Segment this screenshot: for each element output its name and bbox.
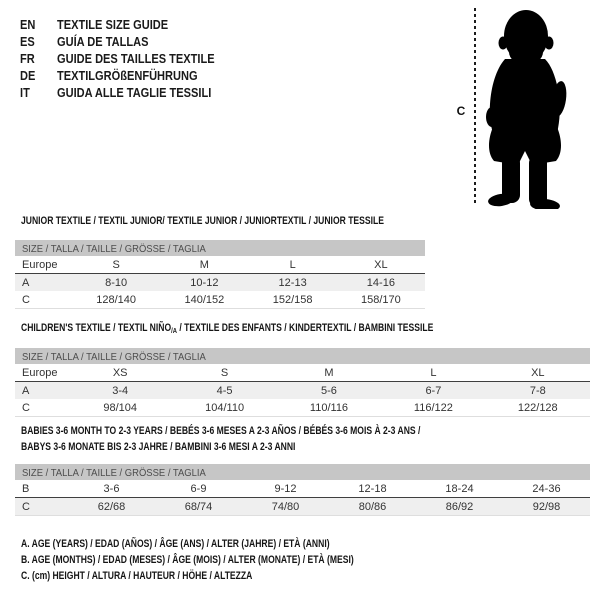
row-label: B bbox=[22, 483, 30, 495]
table-cell: XS bbox=[112, 367, 128, 379]
section-title-line2: BABYS 3-6 MONATE BIS 2-3 JAHRE / BAMBINI 3-6 MESI A 2-3 ANNI bbox=[21, 441, 296, 453]
table-cell: 12-18 bbox=[358, 483, 387, 495]
language-code: DE bbox=[20, 68, 36, 83]
table-cell: 24-36 bbox=[532, 483, 561, 495]
table-cell: XL bbox=[531, 367, 545, 379]
table-row bbox=[15, 365, 590, 382]
table-header-row bbox=[15, 240, 425, 256]
table-cell: 14-16 bbox=[366, 276, 395, 289]
table-cell: 18-24 bbox=[445, 483, 474, 495]
table-cell: 158/170 bbox=[360, 293, 401, 306]
size-header-label: SIZE / TALLA / TAILLE / GRÖSSE / TAGLIA bbox=[22, 467, 206, 479]
table-row bbox=[15, 498, 590, 515]
section-title-children bbox=[21, 320, 433, 337]
language-row-fr bbox=[20, 50, 242, 67]
row-label: C bbox=[22, 293, 30, 306]
table-cell: 62/68 bbox=[97, 500, 126, 513]
language-row-en bbox=[20, 16, 242, 33]
table-cell: 5-6 bbox=[321, 384, 337, 397]
table-cell: 152/158 bbox=[272, 293, 313, 306]
size-header-label: SIZE / TALLA / TAILLE / GRÖSSE / TAGLIA bbox=[22, 243, 206, 255]
table-cell: 104/110 bbox=[205, 401, 245, 414]
language-row-de bbox=[20, 67, 242, 84]
table-cell: 7-8 bbox=[529, 384, 546, 397]
language-list bbox=[20, 16, 242, 101]
table-cell: 122/128 bbox=[517, 401, 558, 414]
table-cell: 74/80 bbox=[271, 500, 300, 513]
table-cell: 68/74 bbox=[184, 500, 213, 513]
table-row bbox=[15, 274, 425, 291]
table-cell: 128/140 bbox=[96, 293, 136, 306]
legend-notes bbox=[21, 536, 448, 584]
row-label: A bbox=[22, 276, 30, 289]
table-row bbox=[15, 481, 590, 498]
table-cell: 110/116 bbox=[309, 401, 349, 414]
table-row bbox=[15, 257, 425, 274]
language-title: GUIDA ALLE TAGLIE TESSILI bbox=[57, 85, 212, 100]
table-header-row bbox=[15, 348, 590, 364]
height-dashed-line bbox=[474, 8, 476, 206]
row-label: A bbox=[22, 384, 30, 397]
junior-size-table bbox=[15, 240, 425, 309]
row-label: Europe bbox=[22, 367, 58, 379]
table-cell: S bbox=[220, 367, 229, 379]
language-code: IT bbox=[20, 85, 30, 100]
babies-size-table bbox=[15, 464, 590, 516]
language-row-es bbox=[20, 33, 242, 50]
note-age-months: B. AGE (MONTHS) / EDAD (MESES) / ÂGE (MOIS) / ALTER (MONATE) / ETÀ (MESI) bbox=[21, 554, 354, 566]
table-cell: S bbox=[112, 259, 120, 271]
section-title-junior: JUNIOR TEXTILE / TEXTIL JUNIOR/ TEXTILE JUNIOR / JUNIORTEXTIL / JUNIOR TESSILE bbox=[21, 215, 384, 227]
note-age-years: A. AGE (YEARS) / EDAD (AÑOS) / ÂGE (ANS) / ALTER (JAHRE) / ETÀ (ANNI) bbox=[21, 538, 330, 550]
language-code: FR bbox=[20, 51, 35, 66]
section-title-line1: BABIES 3-6 MONTH TO 2-3 YEARS / BEBÉS 3-6 MESES A 2-3 AÑOS / BÉBÉS 3-6 MOIS À 2-3 ANS / bbox=[21, 425, 421, 437]
language-row-it bbox=[20, 84, 242, 101]
table-row bbox=[15, 382, 590, 399]
table-cell: 98/104 bbox=[103, 401, 138, 414]
language-code: EN bbox=[20, 17, 36, 32]
row-label: Europe bbox=[22, 259, 58, 271]
section-title-text: CHILDREN'S TEXTILE / TEXTIL NIÑO bbox=[21, 322, 172, 334]
table-cell: 116/122 bbox=[413, 401, 453, 414]
table-cell: 10-12 bbox=[190, 276, 219, 289]
language-title: GUÍA DE TALLAS bbox=[57, 34, 149, 49]
table-cell: L bbox=[430, 367, 437, 379]
row-label: C bbox=[22, 500, 30, 513]
children-size-table bbox=[15, 348, 590, 417]
table-row bbox=[15, 399, 590, 416]
section-title-subscript: /A bbox=[171, 326, 177, 335]
language-title: TEXTILGRÖßENFÜHRUNG bbox=[57, 68, 198, 83]
language-title: TEXTILE SIZE GUIDE bbox=[57, 17, 169, 32]
table-cell: L bbox=[289, 259, 296, 271]
height-measure-label: C bbox=[456, 104, 466, 118]
table-cell: 12-13 bbox=[278, 276, 307, 289]
table-cell: 92/98 bbox=[532, 500, 561, 513]
size-header-label: SIZE / TALLA / TAILLE / GRÖSSE / TAGLIA bbox=[22, 351, 206, 363]
table-cell: 4-5 bbox=[216, 384, 233, 397]
baby-silhouette-icon bbox=[483, 9, 578, 209]
table-header-row bbox=[15, 464, 590, 480]
table-cell: XL bbox=[374, 259, 388, 271]
language-code: ES bbox=[20, 34, 35, 49]
language-title: GUIDE DES TAILLES TEXTILE bbox=[57, 51, 215, 66]
table-cell: 3-6 bbox=[103, 483, 120, 495]
note-height: C. (cm) HEIGHT / ALTURA / HAUTEUR / HÖHE / ALTEZZA bbox=[21, 570, 253, 582]
table-cell: 9-12 bbox=[274, 483, 297, 495]
section-title-text: / TEXTILE DES ENFANTS / KINDERTEXTIL / BAMBINI TESSILE bbox=[176, 322, 434, 334]
table-cell: 86/92 bbox=[445, 500, 474, 513]
section-title-babies bbox=[21, 423, 420, 455]
row-label: C bbox=[22, 401, 30, 414]
table-cell: 140/152 bbox=[184, 293, 225, 306]
table-cell: M bbox=[324, 367, 334, 379]
table-cell: 80/86 bbox=[358, 500, 387, 513]
table-cell: 6-7 bbox=[425, 384, 442, 397]
table-row bbox=[15, 291, 425, 308]
table-cell: M bbox=[199, 259, 209, 271]
table-cell: 8-10 bbox=[105, 276, 128, 289]
table-cell: 3-4 bbox=[112, 384, 129, 397]
table-cell: 6-9 bbox=[190, 483, 207, 495]
